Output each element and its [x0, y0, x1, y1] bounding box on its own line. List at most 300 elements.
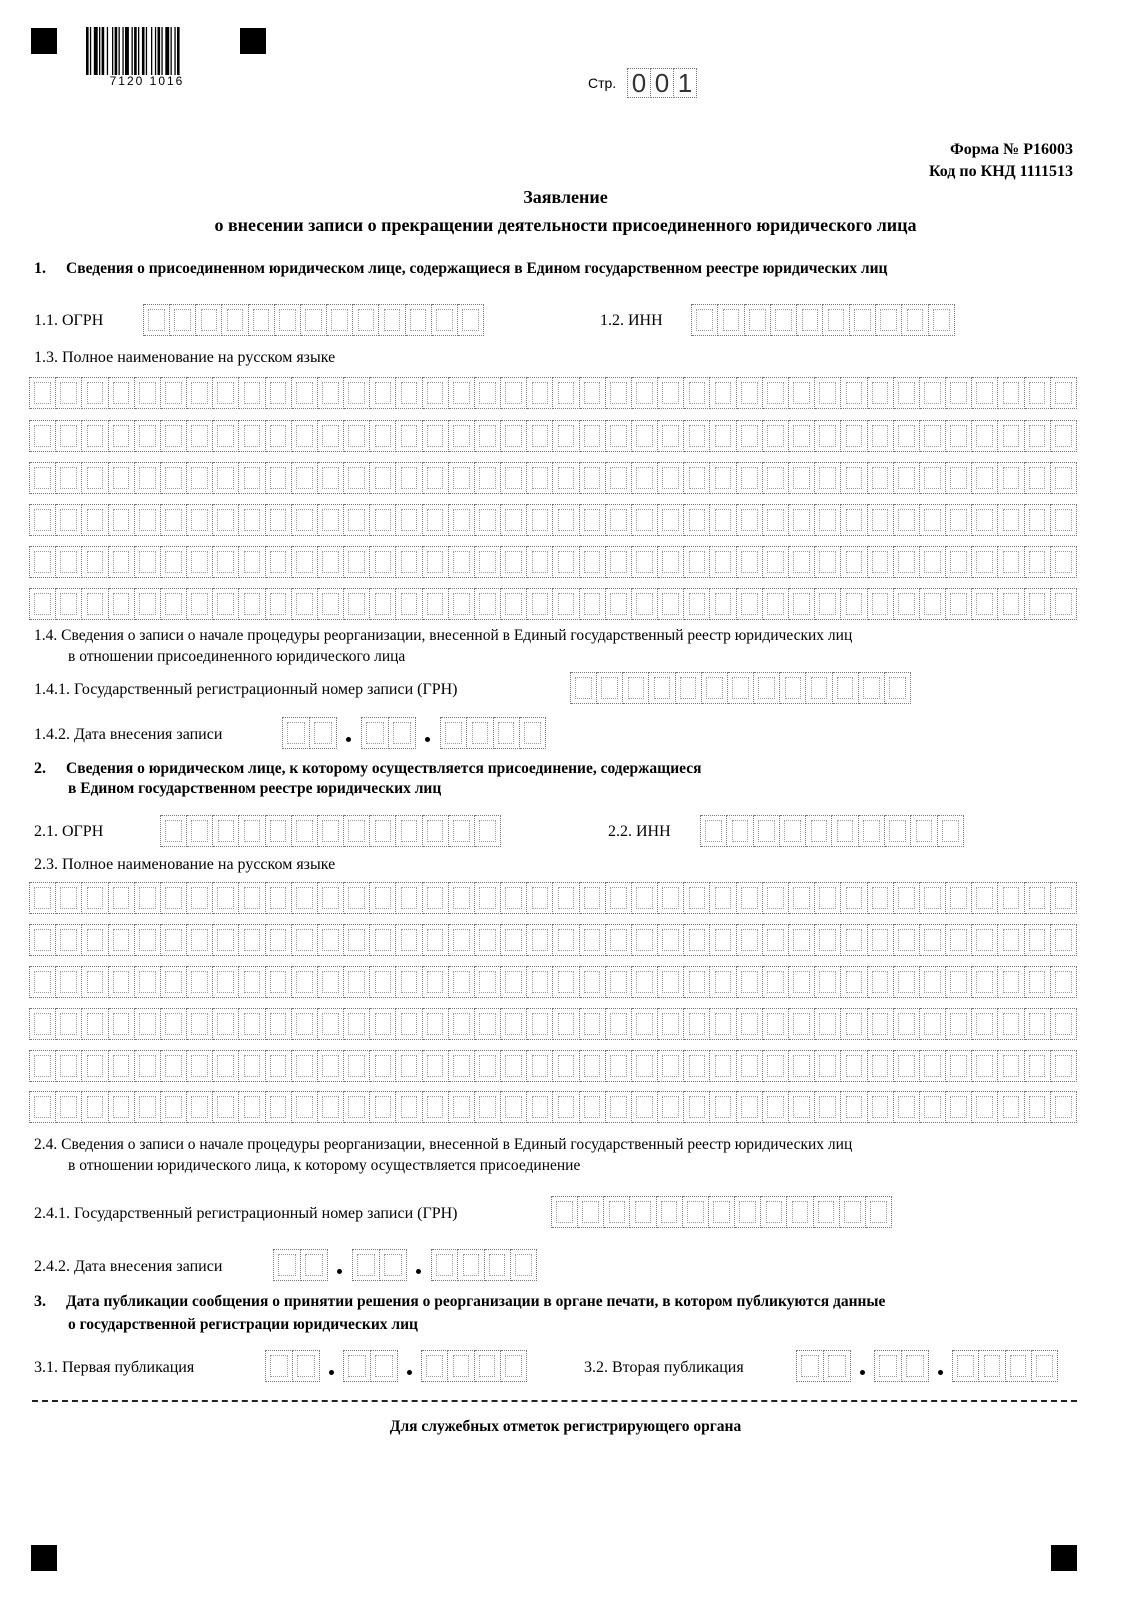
char-cell[interactable] [972, 1091, 998, 1123]
char-cell[interactable] [1051, 462, 1077, 494]
char-cell[interactable] [213, 966, 239, 998]
char-cell[interactable] [344, 462, 370, 494]
char-cell[interactable] [239, 462, 265, 494]
char-cell[interactable] [710, 377, 736, 409]
char-cell[interactable] [475, 377, 501, 409]
char-cell[interactable] [1051, 546, 1077, 578]
char-cell[interactable] [449, 1008, 475, 1040]
char-cell[interactable] [1025, 882, 1051, 914]
char-cell[interactable] [318, 882, 344, 914]
char-cell[interactable] [606, 882, 632, 914]
char-cell[interactable] [266, 420, 292, 452]
char-cell[interactable] [109, 546, 135, 578]
char-cell[interactable] [292, 1008, 318, 1040]
char-cell[interactable] [868, 1091, 894, 1123]
char-cell[interactable] [344, 504, 370, 536]
char-cell[interactable] [998, 462, 1024, 494]
char-cell[interactable] [789, 882, 815, 914]
char-cell[interactable] [527, 882, 553, 914]
char-cell[interactable] [370, 420, 396, 452]
char-cell[interactable] [239, 588, 265, 620]
grn-field-1[interactable] [570, 672, 911, 704]
char-cell[interactable] [370, 546, 396, 578]
char-cell[interactable] [449, 377, 475, 409]
char-cell[interactable] [1051, 1050, 1077, 1082]
char-cell[interactable] [684, 1050, 710, 1082]
char-cell[interactable] [527, 420, 553, 452]
char-cell[interactable] [1025, 1091, 1051, 1123]
second-pub-day[interactable] [796, 1350, 851, 1382]
char-cell[interactable] [920, 504, 946, 536]
char-cell[interactable] [266, 462, 292, 494]
char-cell[interactable] [1051, 377, 1077, 409]
char-cell[interactable] [850, 304, 876, 336]
char-cell[interactable] [161, 504, 187, 536]
char-cell[interactable] [841, 1008, 867, 1040]
char-cell[interactable] [266, 377, 292, 409]
char-cell[interactable] [763, 1008, 789, 1040]
char-cell[interactable] [292, 882, 318, 914]
char-cell[interactable] [998, 966, 1024, 998]
char-cell[interactable] [1051, 1008, 1077, 1040]
char-cell[interactable] [213, 420, 239, 452]
char-cell[interactable] [632, 1091, 658, 1123]
char-cell[interactable] [606, 546, 632, 578]
char-cell[interactable] [763, 588, 789, 620]
char-cell[interactable] [868, 1008, 894, 1040]
name-row-2-5[interactable] [29, 1050, 1077, 1082]
char-cell[interactable] [841, 882, 867, 914]
char-cell[interactable] [449, 882, 475, 914]
char-cell[interactable] [630, 1196, 656, 1228]
char-cell[interactable] [475, 924, 501, 956]
char-cell[interactable] [449, 924, 475, 956]
char-cell[interactable] [972, 377, 998, 409]
char-cell[interactable] [632, 420, 658, 452]
char-cell[interactable] [998, 588, 1024, 620]
char-cell[interactable] [580, 1008, 606, 1040]
char-cell[interactable] [833, 672, 859, 704]
char-cell[interactable] [187, 1050, 213, 1082]
char-cell[interactable] [266, 924, 292, 956]
char-cell[interactable] [30, 1091, 56, 1123]
char-cell[interactable] [423, 588, 449, 620]
char-cell[interactable] [422, 1350, 448, 1382]
char-cell[interactable] [213, 1091, 239, 1123]
char-cell[interactable] [266, 588, 292, 620]
char-cell[interactable] [344, 588, 370, 620]
char-cell[interactable] [467, 717, 493, 749]
char-cell[interactable] [527, 504, 553, 536]
char-cell[interactable] [423, 504, 449, 536]
char-cell[interactable] [292, 588, 318, 620]
char-cell[interactable] [718, 304, 744, 336]
char-cell[interactable] [292, 546, 318, 578]
char-cell[interactable] [606, 504, 632, 536]
char-cell[interactable] [876, 304, 902, 336]
char-cell[interactable] [894, 966, 920, 998]
char-cell[interactable] [841, 1050, 867, 1082]
char-cell[interactable] [396, 377, 422, 409]
char-cell[interactable] [710, 1008, 736, 1040]
char-cell[interactable] [623, 672, 649, 704]
char-cell[interactable] [30, 924, 56, 956]
char-cell[interactable] [894, 588, 920, 620]
char-cell[interactable] [580, 546, 606, 578]
char-cell[interactable] [458, 304, 484, 336]
char-cell[interactable] [789, 462, 815, 494]
char-cell[interactable] [109, 588, 135, 620]
char-cell[interactable] [1051, 966, 1077, 998]
char-cell[interactable] [684, 1091, 710, 1123]
char-cell[interactable] [135, 1008, 161, 1040]
char-cell[interactable] [485, 1249, 511, 1281]
char-cell[interactable] [301, 1249, 328, 1281]
char-cell[interactable] [737, 1050, 763, 1082]
char-cell[interactable] [239, 1050, 265, 1082]
char-cell[interactable] [213, 588, 239, 620]
char-cell[interactable] [520, 717, 546, 749]
char-cell[interactable] [161, 815, 187, 847]
char-cell[interactable] [318, 420, 344, 452]
char-cell[interactable] [676, 672, 702, 704]
char-cell[interactable] [161, 420, 187, 452]
char-cell[interactable] [737, 546, 763, 578]
char-cell[interactable] [946, 377, 972, 409]
char-cell[interactable] [597, 672, 623, 704]
char-cell[interactable] [318, 815, 344, 847]
char-cell[interactable] [161, 546, 187, 578]
char-cell[interactable] [283, 717, 310, 749]
char-cell[interactable] [606, 462, 632, 494]
char-cell[interactable] [710, 1050, 736, 1082]
char-cell[interactable] [292, 815, 318, 847]
char-cell[interactable] [370, 815, 396, 847]
char-cell[interactable] [301, 304, 327, 336]
char-cell[interactable] [475, 815, 501, 847]
char-cell[interactable] [763, 420, 789, 452]
char-cell[interactable] [580, 1091, 606, 1123]
char-cell[interactable] [266, 966, 292, 998]
char-cell[interactable] [841, 420, 867, 452]
char-cell[interactable] [998, 546, 1024, 578]
char-cell[interactable] [56, 504, 82, 536]
char-cell[interactable] [344, 546, 370, 578]
char-cell[interactable] [875, 1350, 902, 1382]
char-cell[interactable] [239, 966, 265, 998]
char-cell[interactable] [815, 462, 841, 494]
char-cell[interactable] [745, 304, 771, 336]
char-cell[interactable] [998, 1091, 1024, 1123]
char-cell[interactable] [658, 966, 684, 998]
char-cell[interactable] [527, 1091, 553, 1123]
char-cell[interactable] [213, 377, 239, 409]
char-cell[interactable] [161, 462, 187, 494]
char-cell[interactable] [606, 1008, 632, 1040]
char-cell[interactable] [292, 504, 318, 536]
char-cell[interactable] [815, 546, 841, 578]
char-cell[interactable] [692, 304, 718, 336]
name-row-2-4[interactable] [29, 1008, 1077, 1040]
char-cell[interactable] [1025, 377, 1051, 409]
char-cell[interactable] [632, 882, 658, 914]
char-cell[interactable] [789, 504, 815, 536]
char-cell[interactable] [501, 882, 527, 914]
char-cell[interactable] [458, 1249, 484, 1281]
char-cell[interactable] [1051, 1091, 1077, 1123]
char-cell[interactable] [527, 1008, 553, 1040]
char-cell[interactable] [998, 504, 1024, 536]
char-cell[interactable] [135, 504, 161, 536]
char-cell[interactable] [754, 672, 780, 704]
char-cell[interactable] [735, 1196, 761, 1228]
char-cell[interactable] [56, 546, 82, 578]
char-cell[interactable] [310, 717, 337, 749]
char-cell[interactable] [56, 588, 82, 620]
char-cell[interactable] [868, 588, 894, 620]
char-cell[interactable] [423, 462, 449, 494]
char-cell[interactable] [553, 420, 579, 452]
char-cell[interactable] [187, 420, 213, 452]
char-cell[interactable] [109, 924, 135, 956]
char-cell[interactable] [344, 815, 370, 847]
char-cell[interactable] [894, 882, 920, 914]
char-cell[interactable] [82, 377, 108, 409]
char-cell[interactable] [213, 815, 239, 847]
char-cell[interactable] [266, 1091, 292, 1123]
char-cell[interactable] [684, 882, 710, 914]
char-cell[interactable] [82, 924, 108, 956]
char-cell[interactable] [135, 966, 161, 998]
char-cell[interactable] [249, 304, 275, 336]
char-cell[interactable] [449, 1050, 475, 1082]
char-cell[interactable] [1025, 588, 1051, 620]
char-cell[interactable] [894, 420, 920, 452]
char-cell[interactable] [1025, 1050, 1051, 1082]
char-cell[interactable] [1051, 420, 1077, 452]
char-cell[interactable] [292, 1050, 318, 1082]
char-cell[interactable] [580, 420, 606, 452]
char-cell[interactable] [658, 420, 684, 452]
char-cell[interactable] [396, 966, 422, 998]
char-cell[interactable] [578, 1196, 604, 1228]
char-cell[interactable] [82, 462, 108, 494]
char-cell[interactable] [604, 1196, 630, 1228]
char-cell[interactable] [389, 717, 416, 749]
char-cell[interactable] [684, 588, 710, 620]
char-cell[interactable] [187, 882, 213, 914]
char-cell[interactable] [501, 462, 527, 494]
char-cell[interactable] [797, 304, 823, 336]
char-cell[interactable] [82, 588, 108, 620]
char-cell[interactable] [701, 815, 727, 847]
char-cell[interactable] [161, 1050, 187, 1082]
char-cell[interactable] [187, 462, 213, 494]
char-cell[interactable] [56, 462, 82, 494]
char-cell[interactable] [658, 546, 684, 578]
char-cell[interactable] [658, 1008, 684, 1040]
char-cell[interactable] [894, 924, 920, 956]
char-cell[interactable] [161, 966, 187, 998]
first-pub-month[interactable] [343, 1350, 398, 1382]
char-cell[interactable] [344, 1350, 371, 1382]
char-cell[interactable] [1025, 924, 1051, 956]
char-cell[interactable] [553, 462, 579, 494]
char-cell[interactable] [789, 377, 815, 409]
char-cell[interactable] [553, 1008, 579, 1040]
char-cell[interactable] [632, 546, 658, 578]
char-cell[interactable] [911, 815, 937, 847]
char-cell[interactable] [763, 882, 789, 914]
char-cell[interactable] [684, 420, 710, 452]
name-row-1-5[interactable] [29, 546, 1077, 578]
char-cell[interactable] [920, 377, 946, 409]
char-cell[interactable] [161, 588, 187, 620]
char-cell[interactable] [649, 672, 675, 704]
char-cell[interactable] [213, 462, 239, 494]
char-cell[interactable] [109, 1050, 135, 1082]
char-cell[interactable] [161, 924, 187, 956]
char-cell[interactable] [841, 546, 867, 578]
char-cell[interactable] [841, 1091, 867, 1123]
char-cell[interactable] [920, 966, 946, 998]
char-cell[interactable] [553, 504, 579, 536]
char-cell[interactable] [353, 304, 379, 336]
char-cell[interactable] [396, 1091, 422, 1123]
char-cell[interactable] [187, 377, 213, 409]
char-cell[interactable] [501, 966, 527, 998]
char-cell[interactable] [841, 504, 867, 536]
char-cell[interactable] [187, 1091, 213, 1123]
char-cell[interactable] [806, 815, 832, 847]
char-cell[interactable] [632, 1008, 658, 1040]
char-cell[interactable] [868, 377, 894, 409]
char-cell[interactable] [806, 672, 832, 704]
char-cell[interactable] [841, 588, 867, 620]
char-cell[interactable] [946, 504, 972, 536]
char-cell[interactable] [920, 882, 946, 914]
char-cell[interactable] [832, 815, 858, 847]
char-cell[interactable] [972, 420, 998, 452]
char-cell[interactable] [82, 1050, 108, 1082]
char-cell[interactable] [396, 882, 422, 914]
char-cell[interactable] [30, 420, 56, 452]
char-cell[interactable] [135, 462, 161, 494]
char-cell[interactable] [318, 377, 344, 409]
char-cell[interactable] [135, 420, 161, 452]
grn-field-2[interactable] [551, 1196, 892, 1228]
char-cell[interactable] [30, 546, 56, 578]
char-cell[interactable] [553, 546, 579, 578]
name-row-2-3[interactable] [29, 966, 1077, 998]
first-pub-day[interactable] [265, 1350, 320, 1382]
char-cell[interactable] [449, 420, 475, 452]
char-cell[interactable] [737, 882, 763, 914]
char-cell[interactable] [815, 504, 841, 536]
char-cell[interactable] [868, 966, 894, 998]
char-cell[interactable] [266, 1350, 293, 1382]
char-cell[interactable] [344, 924, 370, 956]
char-cell[interactable] [362, 717, 389, 749]
char-cell[interactable] [275, 304, 301, 336]
char-cell[interactable] [82, 1008, 108, 1040]
char-cell[interactable] [511, 1249, 537, 1281]
char-cell[interactable] [946, 1050, 972, 1082]
char-cell[interactable] [109, 420, 135, 452]
char-cell[interactable] [929, 304, 955, 336]
char-cell[interactable] [972, 462, 998, 494]
char-cell[interactable] [553, 1091, 579, 1123]
char-cell[interactable] [815, 924, 841, 956]
char-cell[interactable] [213, 504, 239, 536]
char-cell[interactable] [972, 966, 998, 998]
char-cell[interactable] [737, 377, 763, 409]
char-cell[interactable] [370, 1050, 396, 1082]
char-cell[interactable] [868, 1050, 894, 1082]
char-cell[interactable] [894, 377, 920, 409]
char-cell[interactable] [754, 815, 780, 847]
char-cell[interactable] [318, 462, 344, 494]
char-cell[interactable] [135, 377, 161, 409]
char-cell[interactable] [580, 924, 606, 956]
char-cell[interactable] [894, 462, 920, 494]
char-cell[interactable] [920, 462, 946, 494]
char-cell[interactable] [501, 1091, 527, 1123]
char-cell[interactable] [187, 1008, 213, 1040]
char-cell[interactable] [920, 546, 946, 578]
char-cell[interactable] [494, 717, 520, 749]
char-cell[interactable] [920, 1091, 946, 1123]
char-cell[interactable] [318, 546, 344, 578]
char-cell[interactable] [56, 1050, 82, 1082]
char-cell[interactable] [187, 815, 213, 847]
char-cell[interactable] [763, 924, 789, 956]
char-cell[interactable] [894, 1050, 920, 1082]
char-cell[interactable] [552, 1196, 578, 1228]
char-cell[interactable] [501, 504, 527, 536]
char-cell[interactable] [763, 966, 789, 998]
char-cell[interactable] [161, 377, 187, 409]
char-cell[interactable] [239, 1008, 265, 1040]
char-cell[interactable] [789, 1091, 815, 1123]
char-cell[interactable] [501, 420, 527, 452]
char-cell[interactable] [684, 546, 710, 578]
char-cell[interactable] [292, 420, 318, 452]
char-cell[interactable] [423, 377, 449, 409]
char-cell[interactable] [396, 1050, 422, 1082]
char-cell[interactable] [396, 546, 422, 578]
char-cell[interactable] [239, 1091, 265, 1123]
date-day-2[interactable] [273, 1249, 328, 1281]
name-row-1-1[interactable] [29, 377, 1077, 409]
char-cell[interactable] [946, 462, 972, 494]
char-cell[interactable] [946, 966, 972, 998]
char-cell[interactable] [553, 924, 579, 956]
char-cell[interactable] [946, 1008, 972, 1040]
char-cell[interactable] [763, 504, 789, 536]
char-cell[interactable] [920, 1050, 946, 1082]
char-cell[interactable] [710, 588, 736, 620]
char-cell[interactable] [737, 924, 763, 956]
char-cell[interactable] [553, 966, 579, 998]
char-cell[interactable] [972, 924, 998, 956]
char-cell[interactable] [789, 966, 815, 998]
char-cell[interactable] [885, 815, 911, 847]
char-cell[interactable] [920, 420, 946, 452]
char-cell[interactable] [501, 1008, 527, 1040]
char-cell[interactable] [972, 546, 998, 578]
char-cell[interactable] [527, 924, 553, 956]
